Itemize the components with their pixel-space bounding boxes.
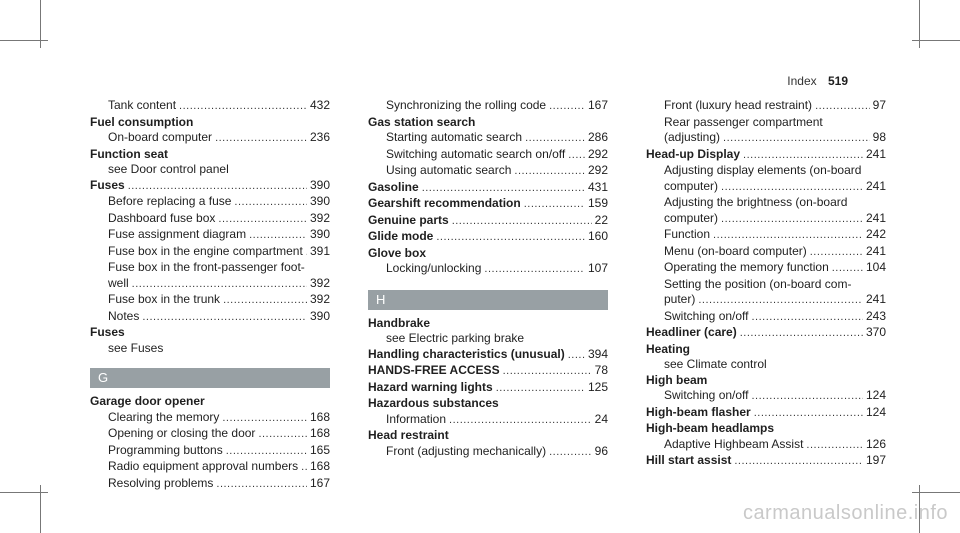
dot-leader [734, 454, 863, 470]
page-reference[interactable]: 241 [865, 210, 886, 225]
index-entry[interactable] [368, 363, 608, 380]
entry-label: Notes [108, 308, 140, 323]
index-subentry[interactable] [90, 459, 330, 476]
index-subentry[interactable] [368, 98, 608, 115]
dot-leader [223, 293, 307, 309]
index-subentry[interactable] [646, 388, 886, 405]
index-subentry [646, 163, 886, 179]
entry-label: Heating [646, 341, 691, 356]
index-subentry[interactable] [646, 309, 886, 326]
dot-leader [740, 326, 863, 342]
dot-leader [752, 310, 863, 326]
entry-label: Fuse assignment diagram [108, 227, 247, 241]
index-subentry[interactable] [646, 211, 886, 228]
index-subentry[interactable] [90, 276, 330, 293]
page-reference[interactable]: 124 [865, 404, 886, 419]
crop-mark [912, 40, 960, 41]
dot-leader [549, 99, 585, 115]
dot-leader [549, 445, 592, 461]
index-subentry [646, 195, 886, 211]
page-reference[interactable]: 104 [865, 260, 886, 274]
dot-leader [132, 277, 307, 293]
dot-leader [723, 131, 870, 147]
entry-label: Rear passenger compartment [664, 114, 823, 129]
index-entry[interactable] [90, 178, 330, 195]
entry-label: Fuse box in the trunk [108, 292, 221, 306]
dot-leader [698, 293, 863, 309]
entry-label: Genuine parts [368, 212, 449, 227]
index-subentry[interactable] [646, 260, 886, 277]
index-column-3 [646, 98, 886, 470]
index-subentry[interactable] [646, 227, 886, 244]
dot-leader [568, 348, 585, 364]
index-entry [368, 115, 608, 131]
entry-label: Function seat [90, 146, 169, 161]
page-reference[interactable]: 392 [309, 292, 330, 306]
index-subentry[interactable] [90, 194, 330, 211]
dot-leader [810, 245, 863, 261]
entry-label: Glide mode [368, 229, 434, 243]
index-entry[interactable] [368, 380, 608, 397]
page-reference[interactable]: 167 [587, 98, 608, 112]
entry-label: Headliner (care) [646, 325, 737, 339]
index-column-1 [90, 98, 330, 492]
page-reference[interactable]: 242 [865, 227, 886, 241]
index-subentry[interactable] [368, 130, 608, 147]
entry-label: High-beam flasher [646, 404, 751, 419]
dot-leader [832, 261, 863, 277]
entry-label: Fuse box in the front-passenger foot- [108, 260, 305, 274]
entry-label: Fuel consumption [90, 114, 194, 129]
page-reference[interactable]: 98 [872, 130, 886, 144]
entry-label: computer) [664, 178, 719, 193]
page-reference[interactable]: 241 [865, 146, 886, 161]
page-reference[interactable]: 390 [309, 177, 330, 192]
index-entry [90, 115, 330, 131]
page-reference[interactable]: 292 [587, 146, 608, 161]
index-subentry[interactable] [368, 412, 608, 429]
entry-label: Radio equipment approval numbers [108, 459, 299, 473]
index-subentry[interactable] [90, 211, 330, 228]
index-subentry [646, 115, 886, 131]
index-subentry[interactable] [368, 261, 608, 278]
dot-leader [216, 477, 307, 493]
index-column-2 [368, 98, 608, 460]
entry-label: Using automatic search [386, 163, 512, 177]
entry-label: Programming buttons [108, 442, 223, 457]
dot-leader [422, 181, 585, 197]
page-reference[interactable]: 390 [309, 308, 330, 323]
page-reference[interactable]: 126 [865, 436, 886, 451]
entry-label: Fuse box in the engine compartment [108, 243, 303, 258]
crop-mark [0, 40, 48, 41]
index-entry[interactable] [368, 180, 608, 197]
dot-leader [449, 413, 592, 429]
dot-leader [436, 230, 585, 246]
index-subentry[interactable] [646, 98, 886, 115]
dot-leader [179, 99, 307, 115]
page-reference[interactable]: 159 [587, 196, 608, 210]
entry-label: Head-up Display [646, 146, 741, 161]
crop-mark [912, 492, 960, 493]
entry-label: puter) [664, 292, 696, 306]
page-reference[interactable]: 24 [594, 411, 608, 426]
entry-label: see Fuses [108, 340, 164, 355]
entry-label: Starting automatic search [386, 130, 523, 144]
dot-leader [142, 310, 307, 326]
dot-leader [301, 460, 307, 476]
entry-label: Adaptive Highbeam Assist [664, 436, 804, 451]
entry-label: Tank content [108, 98, 177, 112]
page-reference[interactable]: 168 [309, 426, 330, 440]
index-subentry[interactable] [90, 426, 330, 443]
index-subentry [646, 277, 886, 293]
entry-label: Opening or closing the door [108, 426, 256, 440]
index-entry [368, 428, 608, 444]
index-entry[interactable] [646, 325, 886, 342]
entry-label: well [108, 275, 129, 290]
dot-leader [258, 427, 307, 443]
dot-leader [128, 179, 307, 195]
page-reference[interactable]: 241 [865, 292, 886, 306]
page-reference[interactable]: 165 [309, 442, 330, 457]
page-reference[interactable]: 236 [309, 130, 330, 144]
index-entry [90, 325, 330, 341]
page-reference[interactable]: 432 [309, 98, 330, 112]
entry-label: High-beam headlamps [646, 421, 775, 435]
index-subentry[interactable] [646, 244, 886, 261]
index-entry [90, 147, 330, 163]
page-reference[interactable]: 107 [587, 261, 608, 275]
index-subentry[interactable] [90, 476, 330, 493]
entry-label: (adjusting) [664, 130, 721, 144]
entry-label: On-board computer [108, 130, 213, 144]
letter-section-header: G [90, 368, 330, 388]
dot-leader [754, 406, 863, 422]
entry-label: see Climate control [664, 357, 767, 371]
index-entry[interactable] [646, 147, 886, 164]
entry-label: Switching on/off [664, 308, 749, 323]
watermark: carmanualsonline.info [742, 502, 948, 524]
entry-label: Fuses [90, 325, 125, 339]
entry-label: Resolving problems [108, 475, 214, 490]
dot-leader [226, 444, 307, 460]
page-number: 519 [827, 74, 848, 88]
dot-leader [215, 131, 307, 147]
page-reference[interactable]: 392 [309, 275, 330, 290]
section-title: Index [787, 74, 817, 88]
index-subentry [90, 260, 330, 276]
dot-leader [524, 197, 585, 213]
index-subentry[interactable] [646, 179, 886, 196]
entry-label: Gearshift recommendation [368, 196, 521, 210]
dot-leader [306, 245, 307, 261]
entry-label: Adjusting the brightness (on-board [664, 195, 848, 209]
entry-label: Information [386, 411, 447, 426]
entry-label: computer) [664, 210, 719, 225]
page-reference[interactable]: 167 [309, 475, 330, 490]
dot-leader [234, 195, 307, 211]
index-entry [368, 246, 608, 262]
index-entry [646, 373, 886, 389]
entry-label: Setting the position (on-board com- [664, 276, 852, 291]
index-subentry[interactable] [646, 292, 886, 309]
dot-leader [815, 99, 870, 115]
page-reference[interactable]: 22 [594, 212, 608, 227]
page-header [787, 74, 848, 88]
index-entry[interactable] [368, 213, 608, 230]
index-subentry[interactable] [646, 437, 886, 454]
page-reference[interactable]: 390 [309, 194, 330, 208]
page-reference[interactable]: 391 [309, 243, 330, 258]
index-subentry[interactable] [368, 147, 608, 164]
entry-label: Hazardous substances [368, 396, 499, 410]
dot-leader [743, 148, 863, 164]
entry-label: Locking/unlocking [386, 261, 482, 275]
entry-label: Front (luxury head restraint) [664, 98, 813, 112]
dot-leader [496, 381, 585, 397]
page-reference[interactable]: 370 [865, 325, 886, 339]
crop-mark [0, 492, 48, 493]
entry-label: High beam [646, 372, 708, 387]
entry-label: Front (adjusting mechanically) [386, 443, 547, 458]
dot-leader [721, 212, 863, 228]
entry-label: Garage door opener [90, 394, 205, 408]
page-reference[interactable]: 96 [594, 443, 608, 458]
entry-label: see Door control panel [108, 162, 229, 176]
page-reference[interactable]: 78 [594, 363, 608, 377]
index-entry [646, 342, 886, 358]
index-subentry[interactable] [90, 130, 330, 147]
page-reference[interactable]: 241 [865, 178, 886, 193]
entry-label: Before replacing a fuse [108, 194, 232, 208]
page-reference[interactable]: 392 [309, 210, 330, 225]
index-subentry[interactable] [90, 292, 330, 309]
index-subentry[interactable] [90, 227, 330, 244]
index-entry[interactable] [368, 229, 608, 246]
letter-section-header: H [368, 290, 608, 310]
page-reference[interactable]: 431 [587, 179, 608, 194]
dot-leader [249, 228, 307, 244]
index-entry[interactable] [646, 405, 886, 422]
index-subentry[interactable] [368, 444, 608, 461]
entry-label: Hill start assist [646, 453, 732, 467]
page-reference[interactable]: 97 [872, 98, 886, 112]
dot-leader [568, 148, 585, 164]
entry-label: HANDS-FREE ACCESS [368, 363, 500, 377]
page-reference[interactable]: 197 [865, 453, 886, 467]
index-subentry[interactable] [646, 130, 886, 147]
index-entry [368, 316, 608, 332]
entry-label: Clearing the memory [108, 409, 220, 424]
index-subentry[interactable] [90, 443, 330, 460]
entry-label: Handbrake [368, 315, 431, 330]
entry-label: Operating the memory function [664, 260, 829, 274]
page-reference[interactable]: 243 [865, 308, 886, 323]
entry-label: Fuses [90, 177, 125, 192]
index-subentry [90, 162, 330, 178]
page-reference[interactable]: 292 [587, 163, 608, 177]
entry-label: Synchronizing the rolling code [386, 98, 547, 112]
page-reference[interactable]: 168 [309, 409, 330, 424]
page-reference[interactable]: 168 [309, 459, 330, 473]
entry-label: Hazard warning lights [368, 379, 493, 394]
entry-label: Gas station search [368, 114, 476, 129]
index-subentry[interactable] [90, 309, 330, 326]
dot-leader [525, 131, 585, 147]
index-subentry [646, 357, 886, 373]
dot-leader [713, 228, 863, 244]
page-reference[interactable]: 160 [587, 229, 608, 243]
entry-label: Menu (on-board computer) [664, 243, 807, 258]
index-subentry[interactable] [368, 163, 608, 180]
index-entry[interactable] [368, 347, 608, 364]
index-subentry [368, 331, 608, 347]
dot-leader [452, 214, 592, 230]
entry-label: Dashboard fuse box [108, 210, 216, 225]
page-reference[interactable]: 390 [309, 227, 330, 241]
page-reference[interactable]: 125 [587, 379, 608, 394]
page-reference[interactable]: 241 [865, 243, 886, 258]
entry-label: Adjusting display elements (on-board [664, 163, 862, 177]
dot-leader [514, 164, 585, 180]
dot-leader [484, 262, 585, 278]
index-entry[interactable] [368, 196, 608, 213]
index-entry [646, 421, 886, 437]
page-reference[interactable]: 124 [865, 388, 886, 402]
entry-label: Glove box [368, 245, 427, 260]
page-reference[interactable]: 286 [587, 130, 608, 144]
index-entry[interactable] [646, 453, 886, 470]
index-subentry[interactable] [90, 98, 330, 115]
entry-label: Function [664, 227, 711, 241]
entry-label: Handling characteristics (unusual) [368, 346, 565, 361]
index-subentry[interactable] [90, 410, 330, 427]
index-subentry [90, 341, 330, 357]
entry-label: Gasoline [368, 179, 419, 194]
index-entry [368, 396, 608, 412]
dot-leader [222, 411, 307, 427]
index-subentry[interactable] [90, 244, 330, 261]
page-reference[interactable]: 394 [587, 346, 608, 361]
dot-leader [806, 438, 863, 454]
entry-label: Switching automatic search on/off [386, 146, 566, 161]
index-entry [90, 394, 330, 410]
dot-leader [752, 389, 863, 405]
entry-label: Head restraint [368, 428, 449, 442]
dot-leader [721, 180, 863, 196]
dot-leader [218, 212, 307, 228]
entry-label: Switching on/off [664, 388, 749, 402]
dot-leader [503, 364, 592, 380]
entry-label: see Electric parking brake [386, 331, 525, 345]
